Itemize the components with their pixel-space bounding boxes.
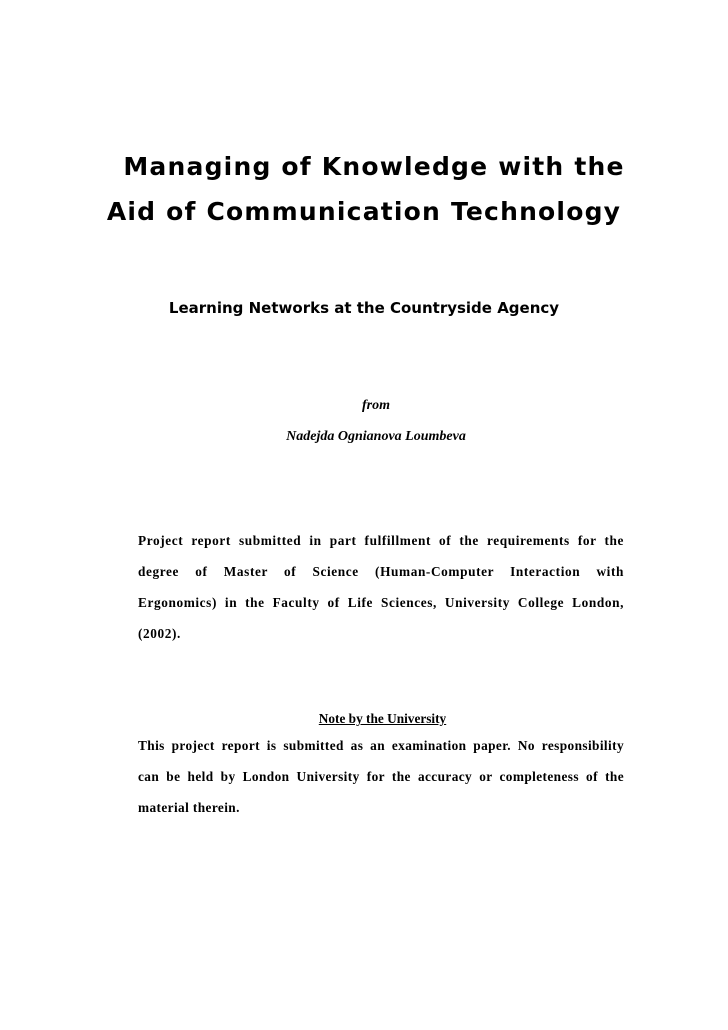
note-line: This project report is submitted as an examination paper. No responsibility (138, 738, 624, 753)
title-line-2: Aid of Communication Technology (106, 197, 622, 226)
report-statement-line: Project report submitted in part fulfillment of the requirements for the (138, 533, 624, 548)
from-label: from (362, 398, 390, 413)
report-statement-line: (2002). (138, 626, 181, 641)
note-line: material therein. (138, 800, 240, 815)
report-statement-line: Ergonomics) in the Faculty of Life Sciences, University College London, (138, 595, 624, 610)
university-note (138, 737, 624, 830)
subtitle: Learning Networks at the Countryside Agency (168, 299, 560, 317)
note-line: can be held by London University for the accuracy or completeness of the (138, 769, 624, 784)
note-heading: Note by the University (318, 711, 447, 726)
author-name: Nadejda Ognianova Loumbeva (286, 429, 466, 444)
report-statement-line: degree of Master of Science (Human-Computer Interaction with (138, 564, 624, 579)
title-line-1: Managing of Knowledge with the (123, 152, 625, 181)
report-statement (138, 532, 624, 656)
